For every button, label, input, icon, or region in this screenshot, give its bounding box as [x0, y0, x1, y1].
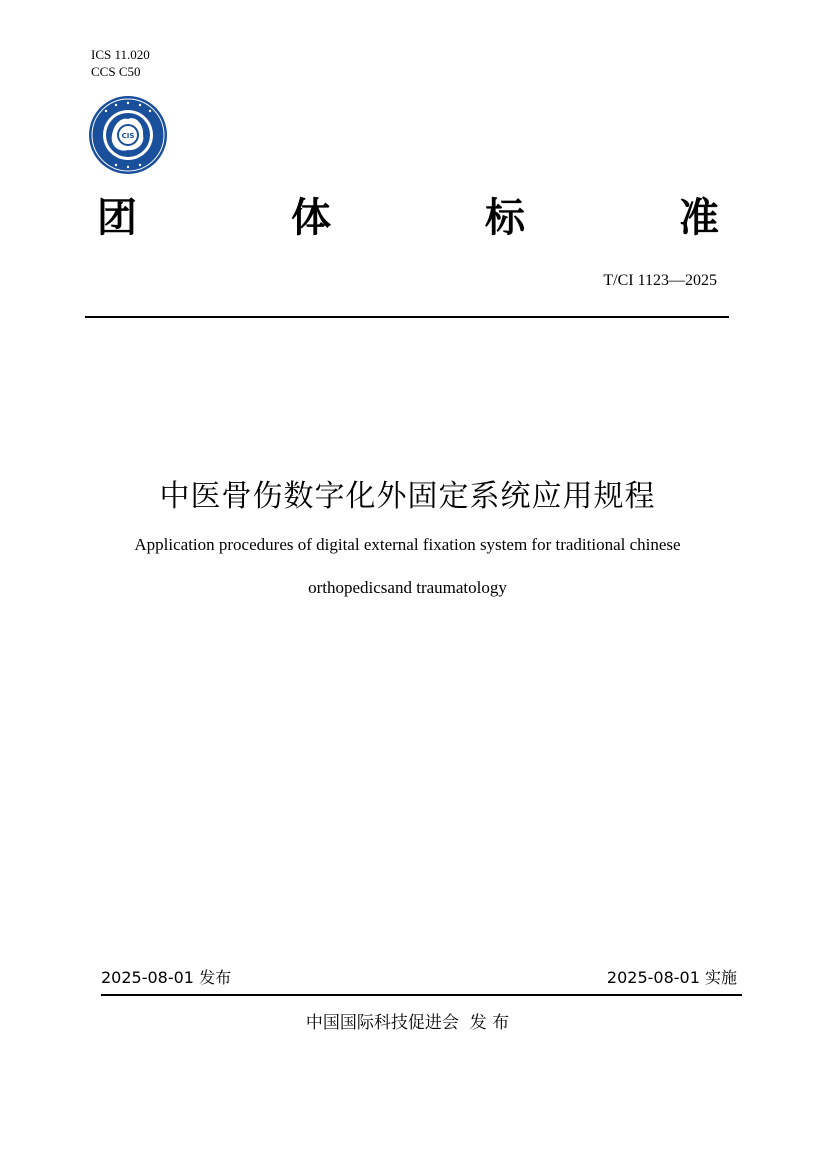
doc-type-char: 体: [291, 195, 331, 241]
ccs-code: CCS C50: [91, 64, 141, 79]
classification-codes: [91, 46, 150, 80]
cis-seal-logo-icon: [88, 95, 168, 175]
logo-center-text: CIS: [121, 132, 135, 140]
ics-code: ICS 11.020: [91, 47, 150, 62]
document-type-heading: [97, 190, 719, 246]
title-english-line1: Application procedures of digital external fixation system for traditional chinese: [134, 535, 681, 554]
bottom-divider: [101, 994, 742, 996]
standard-number: T/CI 1123—2025: [603, 272, 717, 289]
doc-type-char: 标: [485, 195, 525, 241]
implement-date: 2025-08-01 实施: [606, 968, 737, 987]
title-chinese: 中医骨伤数字化外固定系统应用规程: [159, 479, 656, 514]
doc-type-char: 团: [97, 195, 137, 241]
title-english-line2: orthopedicsand traumatology: [308, 578, 507, 597]
doc-type-char: 准: [679, 195, 719, 241]
publish-date: 2025-08-01 发布: [101, 968, 232, 987]
publisher: 中国国际科技促进会 发 布: [305, 1013, 510, 1033]
top-divider: [85, 316, 729, 318]
